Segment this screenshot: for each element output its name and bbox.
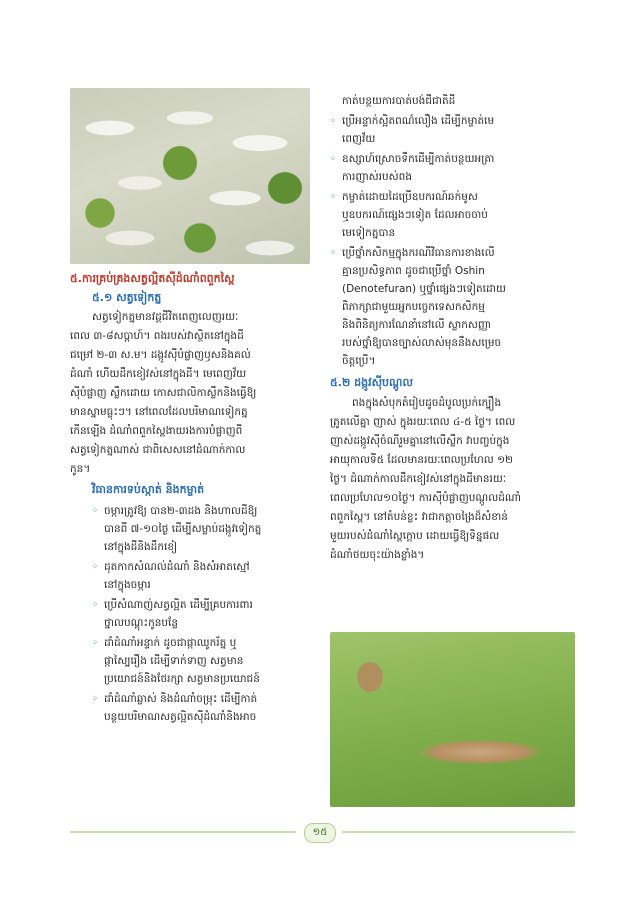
footer-divider-right (342, 831, 575, 833)
list-item: ◦ ប្រើអន្ទាក់ស្អិតពណ៌លឿង ដើម្បីកម្ចាត់មេ (330, 112, 494, 130)
list-item-cont: ឬឧបករណ៍ផ្សេងៗទៀត ដែលអាចចាប់ (342, 209, 488, 221)
footer-divider-left (70, 831, 296, 833)
list-item-cont: នៅក្នុងដីនិងដឹកខៀ (104, 541, 178, 553)
list-item-cont: និងពិនិត្យការណែនាំនៅលើ ស្លាកសញ្ញា (342, 319, 492, 331)
paragraph-line: ជម្រៅ ២-៣ ស.ម។ ដង្កូវស៊ីបំផ្លាញឫសនិងគល់ (70, 349, 251, 361)
list-item-cont: មេទៀកត្នបាន (342, 227, 396, 239)
bullet-icon: ◦ (92, 637, 99, 649)
paragraph-line: សត្វទៀកត្នណាស់ ជាពិសេសនៅដំណាក់កាល (70, 444, 246, 456)
list-item: ◦ ប្រើសំណាញ់សត្វល្អិត ដើម្បីគ្របការពារ (92, 596, 253, 614)
list-item: ◦ ដាំដំណាំឆ្លាស់ និងដំណាំចម្រុះ ដើម្បីកាត់ (92, 690, 257, 708)
list-item-cont: នៅក្នុងចម្ការ (104, 579, 151, 591)
list-item-cont: កាត់បន្ថយការបាត់បង់ជីជាតិដី (342, 95, 456, 107)
paragraph-line: សត្វទៀកត្នមានវដ្តជីវិតពេញលេញរយៈ (92, 311, 239, 323)
list-item-cont: ចិត្តប្រើ។ (342, 355, 376, 367)
paragraph-line: ពេលប្រហែល១០ថ្ងៃ។ ការស៊ីបំផ្លាញបណ្តូលដំណាំ (330, 492, 522, 504)
paragraph-line: ពេល ៣-៨សប្តាហ៍។ ពងរបស់វាស្ថិតនៅក្នុងដី (70, 330, 244, 342)
list-item-cont: បន្ថយបរិមាណសត្វល្អិតស៊ីដំណាំនិងអាច (104, 711, 257, 723)
paragraph-line: ពងក្នុងសំបុកតំរៀបដូចដំបូលប្រក់ក្បឿង (352, 397, 502, 409)
paragraph-line: ដំណាំថយចុះយ៉ាងខ្លាំង។ (330, 549, 425, 561)
paragraph-line: ញាស់ដង្កូវស៊ីចំណីរួមគ្នានៅលើស្លឹក វាបញ្ចប់ក្នុង (330, 435, 510, 447)
list-item-cont: បានពី ៧-១០ថ្ងៃ ដើម្បីសម្លាប់ដង្កូវទៀកត្ន (104, 523, 262, 535)
bullet-icon: ◦ (330, 115, 337, 127)
list-item-cont: ពិភាក្សាជាមួយអ្នកបច្ចេកទេសកសិកម្ម (342, 301, 485, 313)
paragraph-line: មួយរបស់ដំណាំស្ពៃក្តោប ដោយធ្វើឱ្យទិន្នផល (330, 530, 500, 542)
list-item-cont: ពេញវ័យ (342, 133, 376, 145)
list-item-cont: (Denotefuran) ឬថ្នាំផ្សេងៗទៀតដោយ (342, 283, 506, 295)
list-item: ◦ កម្ចាត់ដោយដៃប្រើឧបករណ៍ឆក់មូស (330, 188, 478, 206)
bullet-icon: ◦ (92, 599, 99, 611)
list-item-cont: ការញាស់របស់ពង (342, 171, 412, 183)
list-item-cont: ផ្កាស្បៃរឿង ដើម្បីទាក់ទាញ សត្វមាន (104, 655, 244, 667)
subsection-title-2: ៥.២ ដង្កូវស៊ីបណ្តូល (330, 376, 413, 389)
paragraph-line: មានស្នាមធ្លុះៗ។ នៅពេលដែលបរិមាណទៀកត្ន (70, 406, 248, 418)
list-item-cont: ថ្នាលបណ្តុះកូនបន្លែ (104, 617, 179, 629)
paragraph-line: ដំណាំ ហើយដឹកខៀវស់នៅក្នុងដី។ មេពេញវ័យ (70, 368, 247, 380)
radish-photo (70, 88, 310, 264)
paragraph-line: កើនឡើង ដំណាំពពួកស្ពៃងាយរងការបំផ្លាញពី (70, 425, 243, 437)
page-number: ១៥ (304, 823, 336, 843)
list-item-cont: របស់ថ្នាំឱ្យបានច្បាស់លាស់មុននឹងសម្រេច (342, 337, 502, 349)
paragraph-line: ថ្ងៃ។ ដំណាក់កាលដឹកខៀវស់នៅក្នុងដីមានរយៈ (330, 473, 507, 485)
list-item: ◦ ប្រើថ្នាំកសិកម្មក្នុងករណីវិធានការខាងលើ (330, 244, 495, 262)
paragraph-line: អាយុកាលទី៥ ដែលមានរយៈពេលប្រហែល ១២ (330, 454, 513, 466)
bullet-icon: ◦ (92, 693, 99, 705)
list-item: ◦ ចម្ការត្រូវឱ្យ បាន២-៣ដង និងហាលដីឱ្យ (92, 502, 257, 520)
bullet-icon: ◦ (330, 153, 337, 165)
bullet-icon: ◦ (92, 505, 99, 517)
list-item-cont: ប្រយោជន៍និងថែរក្សា សត្វមានប្រយោជន៍ (104, 673, 260, 685)
bullet-icon: ◦ (330, 191, 337, 203)
list-item: ◦ ឧស្សាហ៍ស្រោចទឹកដើម្បីកាត់បន្ថយអត្រា (330, 150, 494, 168)
paragraph-line: កូន។ (70, 463, 91, 475)
caterpillar-moth-photo (330, 632, 575, 807)
method-title: វិធានការទប់ស្កាត់ និងកម្ចាត់ (92, 483, 205, 496)
list-item-cont: គ្មានប្រសិទ្ធភាព ដូចជាប្រើថ្នាំ Oshin (342, 265, 485, 277)
bullet-icon: ◦ (92, 561, 99, 573)
paragraph-line: ស៊ីបំផ្លាញ ស្លឹកដោយ កោសជាលិកាស្លឹកនិងធ្វើឱ្យ (70, 387, 257, 399)
list-item: ◦ ដុតកាកសំណល់ដំណាំ និងសំអាតស្មៅ (92, 558, 250, 576)
subsection-title-1: ៥.១ សត្វទៀកត្ន (92, 291, 162, 304)
section-title: ៥.ការគ្រប់គ្រងសត្វល្អិតស៊ីដំណាំពពួកស្ពៃ (70, 272, 235, 285)
paragraph-line: ពពួកស្ពៃ។ នៅតំបន់ខ្លះ វាជាកត្តាចង្រៃដ៏សំខាន់ (330, 511, 508, 523)
bullet-icon: ◦ (330, 247, 337, 259)
paragraph-line: ត្រូតលើគ្នា ញាស់ ក្នុងរយៈពេល ៤-៥ ថ្ងៃ។ ពេល (330, 416, 516, 428)
list-item: ◦ ដាំដំណាំអន្ទាក់ ដូចជាផ្កាឈូករ័ត្ន ឬ (92, 634, 236, 652)
